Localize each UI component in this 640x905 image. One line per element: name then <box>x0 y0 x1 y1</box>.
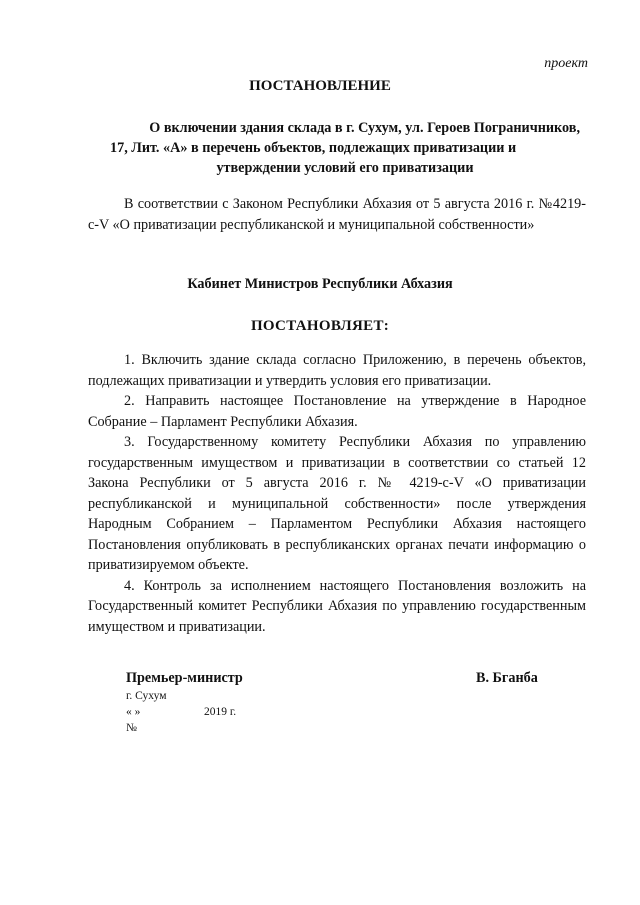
subject-line: 17, Лит. «А» в перечень объектов, подлежащих приватизации и <box>110 140 517 156</box>
issuer-heading: Кабинет Министров Республики Абхазия <box>187 276 453 292</box>
footer-city: г. Сухум <box>126 690 167 702</box>
resolves-heading: ПОСТАНОВЛЯЕТ: <box>250 318 390 334</box>
document-type-title: ПОСТАНОВЛЕНИЕ <box>249 78 391 94</box>
footer-date-year: 2019 г. <box>204 706 237 718</box>
subject-line: О включении здания склада в г. Сухум, ул. Героев Пограничников, <box>149 120 580 136</box>
subject-line: утверждении условий его приватизации <box>216 160 474 176</box>
signatory-position: Премьер-министр <box>126 670 243 686</box>
document-subject <box>110 118 580 178</box>
legal-basis <box>88 194 586 235</box>
footer-date <box>126 706 306 718</box>
resolution-item: 4. Контроль за исполнением настоящего Постановления возложить на Государственный комитет Республики Абхазия по управлению государственным имуществом и приватизации. <box>88 577 586 635</box>
resolution-item: 1. Включить здание склада согласно Приложению, в перечень объектов, подлежащих приватизации и утвердить условия его приватизации. <box>88 352 586 389</box>
resolution-item: 2. Направить настоящее Постановление на утверждение в Народное Собрание – Парламент Республики Абхазия. <box>88 393 586 430</box>
footer-date-prefix: « » <box>126 706 141 718</box>
resolution-item: 3. Государственному комитету Республики Абхазия по управлению государственным имуществом и приватизации в соответствии со статьей 12 Закона Республики от 5 августа 2016 г. № 4219-с-V «О приватизации республиканской и муниципальной собственности» после утверждения Народным Собранием – Парламентом Республики Абхазия настоящего Постановления опубликовать в республиканских органах печати информацию о приватизируемом объекте. <box>88 434 586 573</box>
legal-basis-text: В соответствии с Законом Республики Абхазия от 5 августа 2016 г. №4219-с-V «О приватизации республиканской и муниципальной собственности» <box>88 196 586 233</box>
draft-label: проект <box>544 56 588 71</box>
resolution-items <box>88 350 586 637</box>
footer-number: № <box>126 722 137 734</box>
signatory-name: В. Бганба <box>476 670 538 686</box>
